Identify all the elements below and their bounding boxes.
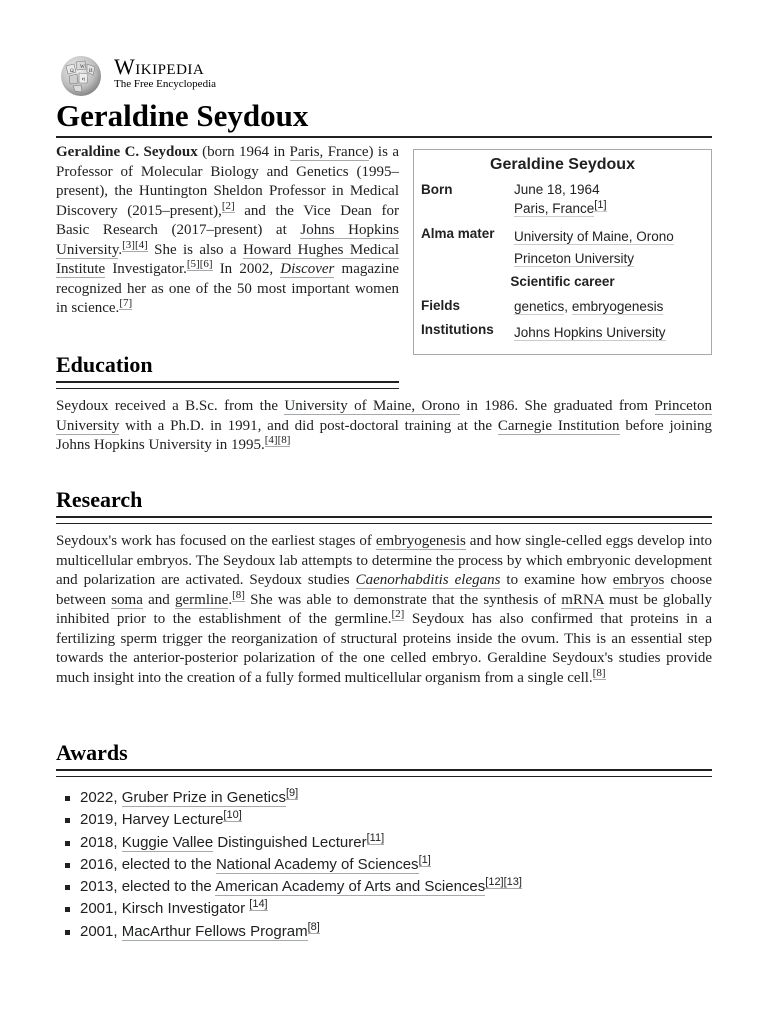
page-title: Geraldine Seydoux xyxy=(56,98,309,133)
reference-link[interactable]: [6] xyxy=(199,258,213,270)
infobox xyxy=(413,149,712,355)
link-princeton[interactable]: Princeton University xyxy=(56,398,712,434)
link-discover[interactable]: Discover xyxy=(280,261,335,277)
text: Seydoux has also confirmed that proteins in a fertilizing sperm trigger the reorganization of structural proteins inside the ovum. This is an essential step towards the anterior-posterior polarization of the one celled embryo. Geraldine Seydoux's studies provide much insight into the creation of a fully formed multicellular organism from a single cell. xyxy=(56,611,712,686)
infobox-fields-label: Fields xyxy=(421,298,461,313)
reference-link[interactable]: [3] xyxy=(122,238,135,251)
reference-link[interactable]: [10] xyxy=(223,809,242,822)
infobox-born-value xyxy=(514,180,607,218)
text: Investigator. xyxy=(105,261,187,277)
link-embryogenesis[interactable]: embryogenesis xyxy=(571,299,664,314)
title-divider xyxy=(56,136,712,138)
reference-link[interactable]: [8] xyxy=(232,588,245,601)
wordmark[interactable] xyxy=(114,56,216,91)
subject-name: Geraldine C. Seydoux xyxy=(56,144,198,160)
link-hhmi[interactable]: Howard Hughes Medical Institute xyxy=(56,241,400,277)
infobox-career-header: Scientific career xyxy=(510,274,615,289)
list-item xyxy=(80,876,522,898)
education-divider-thin xyxy=(56,388,399,389)
award-text: 2019, Harvey Lecture xyxy=(80,811,224,829)
awards-heading: Awards xyxy=(56,740,128,765)
text: and the Vice Dean for Basic Research (2017–present) at xyxy=(56,202,399,238)
text: to examine how xyxy=(500,572,613,588)
link-umaine[interactable]: University of Maine, Orono xyxy=(284,398,460,414)
research-divider xyxy=(56,516,712,518)
text: She was able to demonstrate that the synthesis of xyxy=(244,591,562,608)
reference-link[interactable]: [8] xyxy=(592,666,606,679)
infobox-title: Geraldine Seydoux xyxy=(490,156,635,173)
link-princeton[interactable]: Princeton University xyxy=(514,251,635,266)
reference-link[interactable]: [9] xyxy=(285,787,299,799)
text: (born 1964 in xyxy=(197,144,290,160)
education-heading: Education xyxy=(56,352,153,377)
reference-link[interactable]: [11] xyxy=(366,831,385,844)
list-item xyxy=(80,787,522,809)
text: Seydoux received a B.Sc. from the xyxy=(56,398,285,414)
link-umaine[interactable]: University of Maine, Orono xyxy=(514,229,674,244)
text: She is also a xyxy=(147,241,243,258)
research-paragraph xyxy=(56,532,712,688)
link-aaas[interactable]: American Academy of Arts and Sciences xyxy=(215,878,486,896)
reference-link[interactable]: [12][13] xyxy=(485,876,522,889)
list-item xyxy=(80,854,522,876)
awards-divider xyxy=(56,769,712,771)
link-nas[interactable]: National Academy of Sciences xyxy=(215,855,419,873)
reference-link[interactable]: [8] xyxy=(277,434,291,446)
awards-list xyxy=(56,787,522,943)
link-embryos[interactable]: embryos xyxy=(612,572,665,588)
reference-link[interactable]: [8] xyxy=(307,920,320,933)
wordmark-title: Wikipedia xyxy=(114,54,205,79)
link-c-elegans[interactable]: Caenorhabditis elegans xyxy=(355,572,501,588)
separator: , xyxy=(564,299,572,314)
text: must be globally inhibited prior to the establishment of the germline. xyxy=(56,591,712,627)
research-heading: Research xyxy=(56,487,143,512)
text: . xyxy=(118,241,123,258)
infobox-born-label: Born xyxy=(421,182,453,197)
link-gruber-prize[interactable]: Gruber Prize in Genetics xyxy=(121,789,286,806)
text: In 2002, xyxy=(212,261,281,277)
reference-link[interactable]: [2] xyxy=(391,608,405,620)
text: magazine recognized her as one of the 50 most important women in science. xyxy=(56,261,400,316)
link-kuggie-vallee[interactable]: Kuggie Vallee xyxy=(121,833,214,851)
link-johns-hopkins[interactable]: Johns Hopkins University xyxy=(56,222,399,258)
lead-paragraph xyxy=(56,143,399,319)
award-text: 2013, elected to the xyxy=(80,878,216,896)
infobox-alma-label: Alma mater xyxy=(421,226,495,241)
wikipedia-globe-icon[interactable] xyxy=(56,54,104,98)
award-text: 2018, xyxy=(80,833,122,851)
link-genetics[interactable]: genetics xyxy=(514,299,565,314)
education-paragraph xyxy=(56,397,712,456)
svg-text:И: И xyxy=(89,69,93,74)
reference-link[interactable]: [5] xyxy=(186,258,200,270)
list-item xyxy=(80,832,522,854)
text: choose between xyxy=(56,572,712,608)
reference-link[interactable]: [4] xyxy=(264,434,278,446)
text: Seydoux's work has focused on the earliest stages of xyxy=(56,533,376,549)
reference-link[interactable]: [14] xyxy=(249,898,268,911)
list-item xyxy=(80,809,522,831)
text: . xyxy=(228,591,233,608)
text: with a Ph.D. in 1991, and did post-doctoral training at the xyxy=(119,417,498,434)
link-carnegie[interactable]: Carnegie Institution xyxy=(497,417,620,434)
text: and how single-celled eggs develop into multicellular embryos. The Seydoux lab attempts to determine the process by which embryonic development and polarization are activated. Seydoux studies xyxy=(56,533,713,588)
award-text: 2022, xyxy=(80,789,122,806)
award-text: 2016, elected to the xyxy=(80,855,216,873)
reference-link[interactable]: [4] xyxy=(134,238,148,251)
infobox-fields-value xyxy=(514,297,663,316)
education-divider xyxy=(56,381,399,383)
infobox-institutions-value xyxy=(514,323,666,342)
awards-divider-thin xyxy=(56,776,712,777)
list-item xyxy=(80,921,522,943)
link-paris-france[interactable]: Paris, France xyxy=(289,144,369,160)
wordmark-tagline: The Free Encyclopedia xyxy=(114,78,217,90)
link-mrna[interactable]: mRNA xyxy=(561,591,604,608)
reference-link[interactable]: [7] xyxy=(119,297,133,309)
infobox-alma-value xyxy=(514,226,674,270)
link-soma[interactable]: soma xyxy=(111,591,143,608)
link-jhu-institution[interactable]: Johns Hopkins University xyxy=(514,325,666,340)
reference-link[interactable]: [1] xyxy=(418,853,431,866)
reference-link[interactable]: [2] xyxy=(221,199,235,212)
list-item xyxy=(80,898,522,920)
infobox-institutions-label: Institutions xyxy=(421,322,494,337)
award-text: 2001, Kirsch Investigator xyxy=(80,900,250,918)
research-divider-thin xyxy=(56,523,712,524)
link-macarthur[interactable]: MacArthur Fellows Program xyxy=(121,922,308,940)
svg-text:W: W xyxy=(80,65,85,70)
link-born-place[interactable]: Paris, France xyxy=(514,201,595,216)
text: in 1986. She graduated from xyxy=(459,398,655,414)
link-embryogenesis[interactable]: embryogenesis xyxy=(375,533,466,549)
reference-link[interactable]: [1] xyxy=(594,198,607,211)
award-text: 2001, xyxy=(80,922,122,940)
link-germline[interactable]: germline xyxy=(175,591,229,608)
svg-text:ग: ग xyxy=(82,78,85,83)
born-date: June 18, 1964 xyxy=(514,182,600,197)
award-text: Distinguished Lecturer xyxy=(213,833,367,851)
text: and xyxy=(142,591,175,608)
svg-text:Ω: Ω xyxy=(70,69,74,74)
text: before joining Johns Hopkins University in 1995. xyxy=(56,417,713,453)
text: ) is a Professor of Molecular Biology and Genetics (1995–present), the Huntington Sheldon Professor in Medical Discovery (2015–present), xyxy=(56,144,399,219)
